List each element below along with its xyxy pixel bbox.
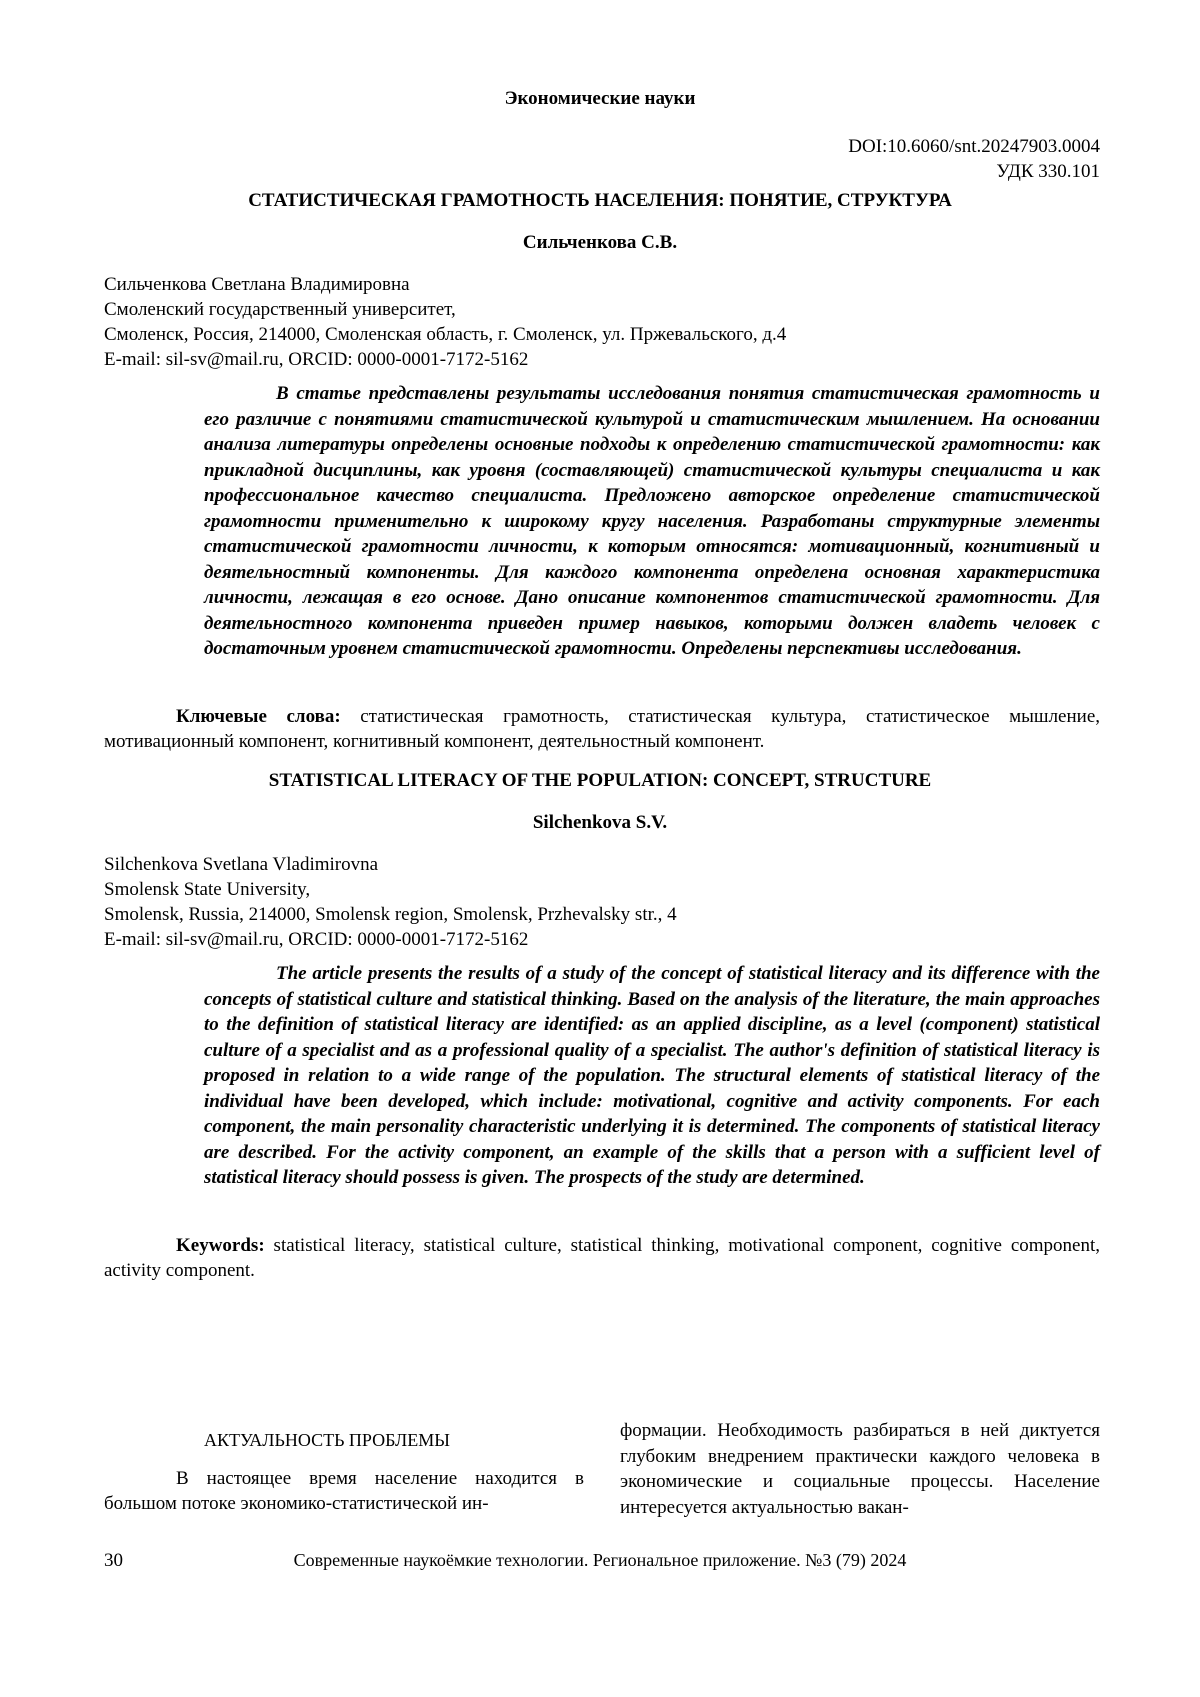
ru-abstract: В статье представлены результаты исследования понятия статистическая грамотность и его различие с понятиями статистической культурой и статистическим мышлением. На основании анализа литературы определены основные подходы к определению статистической грамотности: как прикладной дисциплины, как уровня (составляющей) статистической культуры специалиста и как профессиональное качество специалиста. Предложено авторское определение статистической грамотности применительно к широкому кругу населения. Разработаны структурные элементы статистической грамотности личности, к которым относятся: мотивационный, когнитивный и деятельностный компоненты. Для каждого компонента определена основная характеристика личности, лежащая в его основе. Дано описание компонентов статистической грамотности. Для деятельностного компонента приведен пример навыков, которыми должен владеть человек с достаточным уровнем статистической грамотности. Определены перспективы исследования. [204,383,1100,659]
ru-affiliation-line: Смоленск, Россия, 214000, Смоленская область, г. Смоленск, ул. Пржевальского, д.4 [104,324,787,345]
body-paragraph: В настоящее время население находится в большом потоке экономико-статистической ин- [104,1467,584,1514]
ru-keywords-label: Ключевые слова: [176,706,341,727]
en-affiliation [104,852,1104,952]
ru-affiliation-line: E-mail: sil-sv@mail.ru, ORCID: 0000-0001-7172-5162 [104,349,529,370]
en-author: Silchenkova S.V. [532,812,668,833]
section-label: Экономические науки [504,88,696,109]
ru-affiliation [104,272,1104,372]
en-keywords [104,1233,1100,1283]
ru-keywords [104,704,1100,754]
ru-affiliation-line: Сильченкова Светлана Владимировна [104,274,410,295]
en-title: STATISTICAL LITERACY OF THE POPULATION: CONCEPT, STRUCTURE [268,770,932,791]
en-keywords-label: Keywords: [176,1235,265,1256]
ru-title: СТАТИСТИЧЕСКАЯ ГРАМОТНОСТЬ НАСЕЛЕНИЯ: ПОНЯТИЕ, СТРУКТУРА [248,190,952,211]
ru-author: Сильченкова С.В. [522,232,678,253]
section-heading: АКТУАЛЬНОСТЬ ПРОБЛЕМЫ [204,1430,450,1450]
en-affiliation-line: Smolensk State University, [104,879,311,900]
udc: УДК 330.101 [996,161,1100,182]
journal-footer: Современные наукоёмкие технологии. Региональное приложение. №3 (79) 2024 [293,1550,907,1570]
page-number: 30 [104,1550,123,1571]
ru-affiliation-line: Смоленский государственный университет, [104,299,456,320]
en-keywords-text: statistical literacy, statistical culture, statistical thinking, motivational component, cognitive component, activity component. [104,1235,1100,1281]
identifiers [848,134,1100,184]
body-column-right [620,1418,1100,1520]
ru-keywords-text: статистическая грамотность, статистическая культура, статистическое мышление, мотивационный компонент, когнитивный компонент, деятельностный компонент. [104,706,1100,752]
body-column-left [104,1428,584,1517]
en-abstract: The article presents the results of a study of the concept of statistical literacy and its difference with the concepts of statistical culture and statistical thinking. Based on the analysis of the literature, the main approaches to the definition of statistical literacy are identified: as an applied discipline, as a level (component) statistical culture of a specialist and as a professional quality of a specialist. The author's definition of statistical literacy is proposed in relation to a wide range of the population. The structural elements of statistical literacy of the individual have been developed, which include: motivational, cognitive and activity components. For each component, the main personality characteristic underlying it is determined. The components of statistical literacy are described. For the activity component, an example of the skills that a person with a sufficient level of statistical literacy should possess is given. The prospects of the study are determined. [204,963,1100,1188]
body-paragraph-continued: формации. Необходимость разбираться в ней диктуется глубоким внедрением практически каждого человека в экономические и социальные процессы. Население интересуется актуальностью вакан- [620,1420,1100,1518]
en-affiliation-line: Silchenkova Svetlana Vladimirovna [104,854,379,875]
en-affiliation-line: E-mail: sil-sv@mail.ru, ORCID: 0000-0001-7172-5162 [104,929,529,950]
en-affiliation-line: Smolensk, Russia, 214000, Smolensk region, Smolensk, Przhevalsky str., 4 [104,904,677,925]
doi: DOI:10.6060/snt.20247903.0004 [848,136,1100,157]
